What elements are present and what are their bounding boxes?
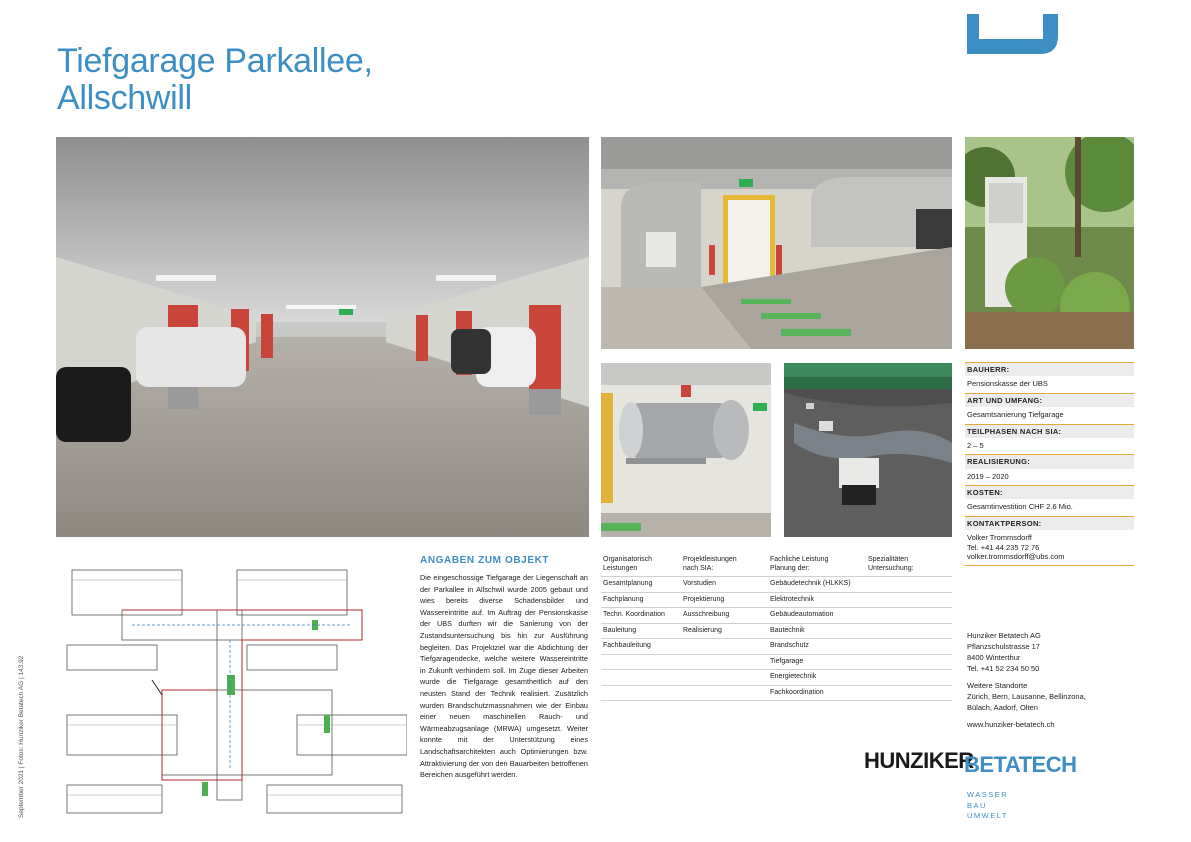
property-label: ART UND UMFANG: [965,394,1134,407]
brand-logo-part-1: HUNZIKER [864,748,974,773]
photo-roof-works [784,363,952,537]
floor-plan [62,550,407,818]
property-label: TEILPHASEN NACH SIA: [965,425,1134,438]
property-client [965,362,1134,393]
contact-phone: Tel. +41 44 235 72 76 [967,542,1040,552]
table-row: Fachplanung Projektierung Elektrotechnik [601,592,952,608]
services-table [601,553,952,701]
property-label: REALISIERUNG: [965,455,1134,468]
company-info [967,630,1086,730]
title-line-1: Tiefgarage Parkallee, [57,42,373,80]
photo-garage-interior [56,137,589,537]
corner-logo-mark [967,14,1058,54]
side-credit-text: September 2021 | Fotos: Hunziker Betatech AG | 143.92 [18,655,25,818]
property-label: BAUHERR: [965,363,1134,376]
property-costs [965,485,1134,516]
table-row: Bauleitung Realisierung Bautechnik [601,623,952,639]
about-body-text: Die eingeschossige Tiefgarage der Liegenschaft an der Parkallee in Allschwil wurde 2005 gebaut und wies bereits diverse Schadensbilder und Wassereintritte auf. Im Auftrag der Pensionskasse der UBS durften wir die Sanierung von der Zustandsuntersuchung bis hin zur Ausführung begleiten. Das Projektziel war die Abdichtung der Tiefgaragendecke, welche weitere Wassereintritte in Zukunft verhindern soll. Im Zuge dieser Arbeiten wurde die Tiefgarage gesamtheitlich auf den neusten Stand der Technik realisiert. Zusätzlich wurden Brandschutzmassnahmen wie der Einbau einer neuen maschinellen Rauch- und Wärmeabzugsanlage (MRWA) umgesetzt. Weiter konnte mit der Unterstützung eines Landschaftsarchitekten auch Optimierungen bzw. Attraktivierung der von den Bauarbeiten betroffenen Bereichen ausgeführt werden. [420,573,588,780]
locations-title: Weitere Standorte [967,681,1028,690]
contact-name: Volker Trommsdorff [967,533,1032,543]
property-contact [965,516,1134,566]
property-value [965,530,1134,565]
table-row: Fachbauleitung Brandschutz [601,639,952,655]
header-specialties: Spezialitäten Untersuchung: [866,553,952,577]
photo-exit-corridor [601,137,952,349]
table-row: Energietechnik [601,670,952,686]
header-project-services: Projektleistungen nach SIA: [681,553,768,577]
property-realisation [965,454,1134,485]
table-row: Fachkoordination [601,685,952,701]
properties-end-rule [965,565,1134,566]
header-organisational: Organisatorisch Leistungen [601,553,681,577]
property-value: Pensionskasse der UBS [967,379,1048,389]
services-header-row [601,553,952,577]
property-scope [965,393,1134,424]
project-properties [965,362,1134,566]
property-value: 2 – 5 [967,440,984,450]
property-label: KOSTEN: [965,486,1134,499]
company-website-link[interactable]: www.hunziker-betatech.ch [967,720,1055,729]
locations-line-1: Zürich, Bern, Lausanne, Bellinzona, [967,692,1086,701]
tagline-line-3: UMWELT [967,811,1008,820]
table-row: Tiefgarage [601,654,952,670]
property-value: 2019 – 2020 [967,471,1009,481]
property-phases [965,424,1134,455]
brand-tagline [967,790,1008,822]
property-value: Gesamtsanierung Tiefgarage [967,410,1064,420]
table-row: Gesamtplanung Vorstudien Gebäudetechnik (HLKKS) [601,577,952,593]
title-line-2: Allschwill [57,79,192,117]
company-city: 8400 Winterthur [967,653,1021,662]
company-street: Pflanzschulstrasse 17 [967,642,1040,651]
tagline-line-1: WASSER [967,790,1009,799]
property-value: Gesamtinvestition CHF 2.6 Mio. [967,502,1073,512]
brand-logo [864,748,1094,774]
property-label: KONTAKTPERSON: [965,517,1134,530]
company-phone: Tel. +41 52 234 50 50 [967,664,1040,673]
brand-logo-part-2: BETATECH [964,752,1077,774]
company-name: Hunziker Betatech AG [967,631,1041,640]
contact-email[interactable]: volker.trommsdorff@ubs.com [967,551,1065,561]
photo-outdoor-ventilation [965,137,1134,349]
page-title [57,43,373,117]
tagline-line-2: BAU [967,800,987,810]
about-heading: ANGABEN ZUM OBJEKT [420,555,550,566]
photo-ventilation-fan [601,363,771,537]
header-technical-services: Fachliche Leistung Planung der: [768,553,866,577]
locations-line-2: Bülach, Aadorf, Olten [967,703,1038,712]
table-row: Techn. Koordination Ausschreibung Gebäudeautomation [601,608,952,624]
